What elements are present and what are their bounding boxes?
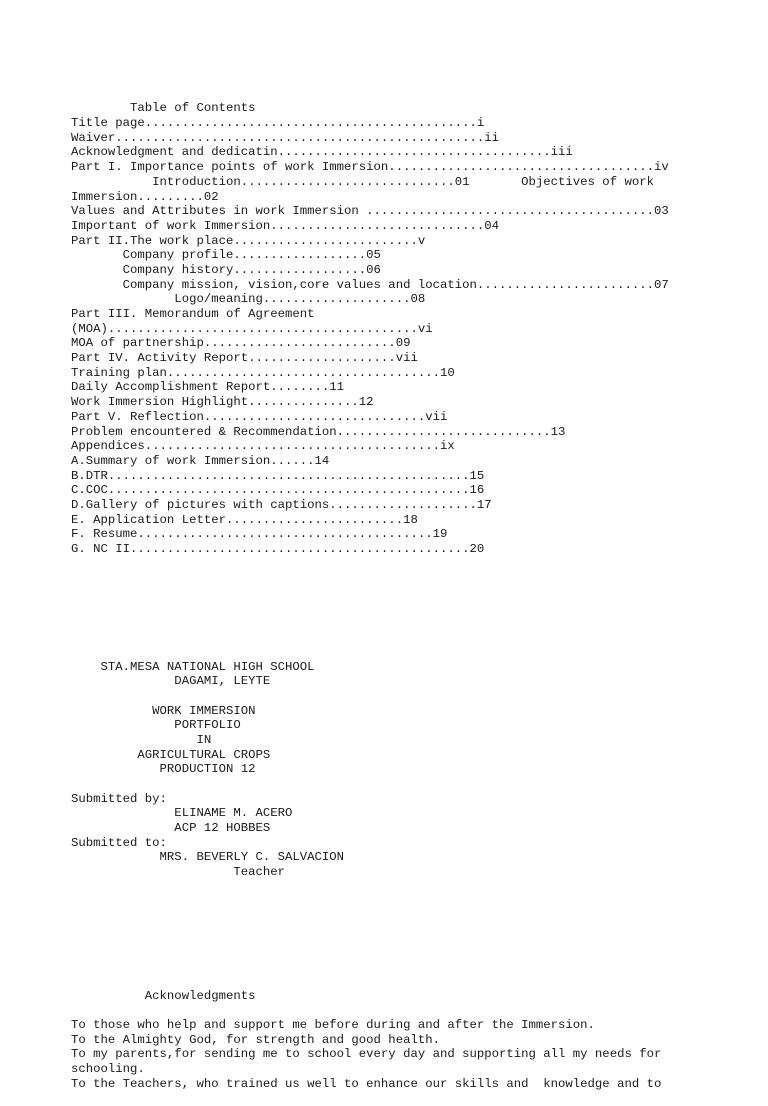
toc-line: F. Resume........................................19 (71, 527, 448, 542)
toc-line: Part III. Memorandum of Agreement (71, 307, 315, 322)
document-page (71, 72, 761, 1106)
toc-line: Part V. Reflection..............................vii (71, 409, 448, 424)
toc-line: Waiver..................................................ii (71, 130, 500, 145)
toc-line: Values and Attributes in work Immersion .......................................03 (71, 204, 669, 219)
toc-line: Title page.............................................i (71, 116, 485, 131)
acknowledgment-line: To my parents,for sending me to school every day and supporting all my needs for (71, 1047, 662, 1062)
toc-line: Acknowledgment and dedicatin.....................................iii (71, 145, 573, 160)
toc-line: Company mission, vision,core values and location........................07 (71, 277, 669, 292)
toc-line: Appendices........................................ix (71, 439, 455, 454)
cover-line: IN (71, 732, 212, 747)
cover-line: PORTFOLIO (71, 718, 241, 733)
acknowledgment-line: schooling. (71, 1062, 145, 1077)
toc-line: E. Application Letter........................18 (71, 512, 418, 527)
acknowledgment-line: To the Teachers, who trained us well to enhance our skills and knowledge and to (71, 1076, 662, 1091)
toc-line: Company history..................06 (71, 262, 381, 277)
acknowledgment-line: Acknowledgments (71, 988, 256, 1003)
toc-line: Important of work Immersion.............................04 (71, 218, 500, 233)
toc-line: A.Summary of work Immersion......14 (71, 453, 330, 468)
toc-line: Part IV. Activity Report....................vii (71, 351, 418, 366)
cover-page (71, 660, 761, 880)
cover-line: Teacher (71, 865, 286, 880)
cover-line: Submitted to: (71, 835, 167, 850)
toc-line: D.Gallery of pictures with captions....................17 (71, 497, 492, 512)
toc-line: Immersion.........02 (71, 189, 219, 204)
toc-line: B.DTR.................................................15 (71, 468, 485, 483)
acknowledgment-line (71, 1003, 761, 1018)
toc-line: C.COC.................................................16 (71, 483, 485, 498)
toc-line: Work Immersion Highlight...............12 (71, 395, 374, 410)
toc-line: MOA of partnership..........................09 (71, 336, 411, 351)
cover-line: WORK IMMERSION (71, 703, 256, 718)
cover-line: ELINAME M. ACERO (71, 806, 293, 821)
toc-line: (MOA)..........................................vi (71, 321, 433, 336)
toc-line: Introduction.............................01 Objectives of work (71, 174, 654, 189)
cover-line: ACP 12 HOBBES (71, 821, 271, 836)
toc-line: Table of Contents (71, 101, 256, 116)
cover-line (71, 777, 761, 792)
cover-line: MRS. BEVERLY C. SALVACION (71, 850, 345, 865)
toc-line: Problem encountered & Recommendation.............................13 (71, 424, 566, 439)
cover-line: PRODUCTION 12 (71, 762, 256, 777)
cover-line (71, 689, 761, 704)
acknowledgment-line: To those who help and support me before during and after the Immersion. (71, 1018, 595, 1033)
toc-line: Training plan.....................................10 (71, 365, 455, 380)
toc-line: Logo/meaning....................08 (71, 292, 426, 307)
toc-line: Part I. Importance points of work Immersion....................................iv (71, 160, 669, 175)
acknowledgment-line: To the Almighty God, for strength and good health. (71, 1032, 440, 1047)
acknowledgments-section (71, 989, 761, 1092)
toc-line: Company profile..................05 (71, 248, 381, 263)
cover-line: STA.MESA NATIONAL HIGH SCHOOL (71, 659, 315, 674)
toc-line: G. NC II..............................................20 (71, 542, 485, 557)
toc-line: Part II.The work place.........................v (71, 233, 426, 248)
table-of-contents (71, 101, 761, 556)
toc-line: Daily Accomplishment Report........11 (71, 380, 345, 395)
cover-line: Submitted by: (71, 791, 167, 806)
cover-line: DAGAMI, LEYTE (71, 674, 271, 689)
cover-line: AGRICULTURAL CROPS (71, 747, 271, 762)
